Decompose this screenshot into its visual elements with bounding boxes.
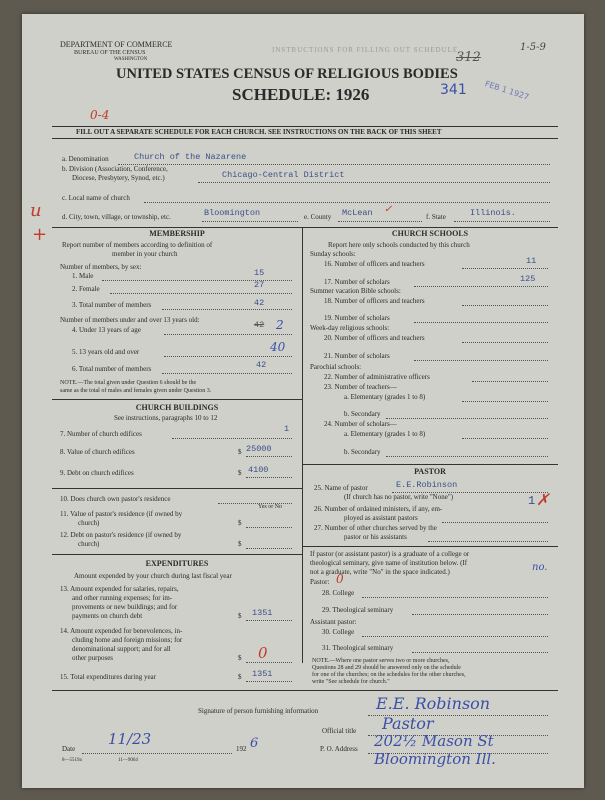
margin-mark-u: u: [30, 200, 42, 221]
q23b-label: b. Secondary: [344, 410, 381, 418]
division-value: Chicago-Central District: [222, 170, 345, 180]
q15-dollar: $: [238, 673, 242, 681]
pastor-note-4: write "See schedule for church.": [312, 679, 390, 685]
q13-dollar: $: [238, 612, 242, 620]
red-mark: 0-4: [90, 108, 110, 122]
q8-value: 25000: [246, 444, 272, 454]
bureau-label: BUREAU OF THE CENSUS: [74, 50, 146, 56]
signature-value: E.E. Robinson: [376, 694, 491, 713]
date-value: 11/23: [108, 730, 152, 748]
q14-label-3: denominational support; and for all: [72, 645, 171, 653]
q25-label: 25. Name of pastor: [314, 484, 368, 492]
q5-value: 40: [270, 340, 286, 354]
pastor-note: NOTE.—Where one pastor serves two or more churches,: [312, 658, 450, 664]
q19-label: 19. Number of scholars: [324, 314, 390, 322]
q6-label: 6. Total number of members: [72, 365, 152, 373]
q3-label: 3. Total number of members: [72, 301, 152, 309]
q4-struck-value: 42: [254, 320, 265, 330]
q10-label: 10. Does church own pastor's residence: [60, 495, 171, 503]
q16-label: 16. Number of officers and teachers: [324, 260, 425, 268]
q27-label: 27. Number of other churches served by the: [314, 524, 437, 532]
denomination-label: a. Denomination: [62, 155, 109, 163]
membership-title: MEMBERSHIP: [149, 229, 205, 238]
schools-title: CHURCH SCHOOLS: [391, 229, 469, 238]
members-by-sex-label: Number of members, by sex:: [60, 263, 142, 271]
q27-label-2: pastor or his assistants: [344, 533, 407, 541]
q15-label: 15. Total expenditures during year: [60, 673, 156, 681]
schedule-title: SCHEDULE: 1926: [232, 85, 370, 104]
q20-label: 20. Number of officers and teachers: [324, 334, 425, 342]
q31-label: 31. Theological seminary: [322, 644, 394, 652]
state-value: Illinois.: [470, 208, 516, 218]
q13-label-4: payments on church debt: [72, 612, 143, 620]
print-number: 11—9064: [118, 758, 138, 763]
q14-label-2: cluding home and foreign missions; for: [72, 636, 183, 644]
q24-label: 24. Number of scholars—: [324, 420, 397, 428]
q25-value: E.E.Robinson: [396, 480, 458, 490]
county-label: e. County: [304, 213, 332, 221]
membership-intro: Report number of members according to definition of: [62, 241, 213, 249]
expenditures-subtitle: Amount expended by your church during last fiscal year: [74, 572, 232, 580]
expenditures-title: EXPENDITURES: [145, 559, 209, 568]
department-label: DEPARTMENT OF COMMERCE: [60, 40, 173, 49]
received-date-stamp: FEB 1 1927: [483, 79, 530, 102]
q1-value: 15: [254, 268, 265, 278]
q13-label: 13. Amount expended for salaries, repairs,: [60, 585, 179, 593]
q29-label: 29. Theological seminary: [322, 606, 394, 614]
q4-value: 2: [276, 318, 284, 332]
margin-mark-plus: +: [32, 224, 48, 245]
membership-note: NOTE.—The total given under Question 6 should be the: [60, 380, 197, 386]
q16-value: 11: [526, 256, 537, 266]
graduate-no: no.: [532, 562, 548, 573]
corner-note: 1-5-9: [520, 42, 546, 53]
date-label: Date: [62, 745, 76, 753]
q26-value: 1: [528, 494, 536, 508]
q14-dollar: $: [238, 654, 242, 662]
q26-label-2: ployed as assistant pastors: [344, 514, 418, 522]
q9-value: 4100: [248, 465, 269, 475]
year-digit: 6: [250, 736, 259, 751]
summer-schools-label: Summer vacation Bible schools:: [310, 287, 401, 295]
q13-label-2: and other running expenses; for im-: [72, 594, 173, 602]
pastor-title: PASTOR: [414, 467, 446, 476]
q22-label: 22. Number of administrative officers: [324, 373, 430, 381]
q7-label: 7. Number of church edifices: [60, 430, 142, 438]
form-title: UNITED STATES CENSUS OF RELIGIOUS BODIES: [116, 66, 458, 82]
q28-label: 28. College: [322, 589, 355, 597]
parochial-schools-label: Parochial schools:: [310, 363, 362, 371]
signature-label: Signature of person furnishing information: [198, 707, 319, 715]
weekday-schools-label: Week-day religious schools:: [310, 324, 390, 332]
q23-label: 23. Number of teachers—: [324, 383, 397, 391]
membership-note-2: same as the total of males and females given under Question 3.: [60, 388, 212, 394]
q24b-label: b. Secondary: [344, 448, 381, 456]
address-label: P. O. Address: [320, 745, 358, 753]
q26-red-strike: ✗: [536, 490, 550, 509]
q15-value: 1351: [252, 669, 273, 679]
stamp-number: 341: [440, 82, 467, 98]
q13-label-3: provements or new buildings; and for: [72, 603, 178, 611]
q17-value: 125: [520, 274, 536, 284]
denomination-value: Church of the Nazarene: [134, 152, 247, 162]
address-line-2: Bloomington Ill.: [374, 750, 496, 768]
q11-label-2: church): [78, 519, 100, 527]
q11-label: 11. Value of pastor's residence (if owned by: [60, 510, 183, 518]
state-label: f. State: [426, 213, 446, 221]
city-label: d. City, town, village, or township, etc.: [62, 213, 171, 221]
pastor-note-3: for one of the churches; on the schedules for the other churches,: [312, 672, 466, 678]
pastor-note-2: Questions 28 and 29 should be answered only on the schedule: [312, 665, 461, 671]
stamp-number-struck: 312: [456, 50, 481, 65]
q30-label: 30. College: [322, 628, 355, 636]
q12-label: 12. Debt on pastor's residence (if owned by: [60, 531, 182, 539]
year-prefix: 192: [236, 745, 247, 753]
q1-label: 1. Male: [72, 272, 94, 280]
q18-label: 18. Number of officers and teachers: [324, 297, 425, 305]
q2-value: 27: [254, 280, 265, 290]
q14-label: 14. Amount expended for benevolences, in-: [60, 627, 183, 635]
q23a-label: a. Elementary (grades 1 to 8): [344, 393, 426, 401]
schools-intro: Report here only schools conducted by this church: [328, 241, 470, 249]
city-label: WASHINGTON: [114, 57, 148, 62]
q6-value: 42: [256, 360, 267, 370]
local-name-label: c. Local name of church: [62, 194, 130, 202]
county-tick: ✓: [384, 204, 393, 215]
census-schedule-sheet: [22, 14, 584, 788]
q5-label: 5. 13 years old and over: [72, 348, 140, 356]
division-label: b. Division (Association, Conference,: [62, 165, 168, 173]
buildings-title: CHURCH BUILDINGS: [135, 403, 219, 412]
q12-dollar: $: [238, 540, 242, 548]
q8-label: 8. Value of church edifices: [60, 448, 135, 456]
graduate-instruction: If pastor (or assistant pastor) is a graduate of a college or: [310, 550, 470, 558]
address-line-1: 202½ Mason St: [374, 732, 494, 750]
pastor-grad-value: 0: [336, 572, 344, 586]
division-label-2: Diocese, Presbytery, Synod, etc.): [72, 174, 165, 182]
members-by-age-label: Number of members under and over 13 years old:: [60, 316, 200, 324]
q4-label: 4. Under 13 years of age: [72, 326, 141, 334]
membership-intro-2: member in your church: [112, 250, 178, 258]
pastor-subheading: Pastor:: [310, 578, 330, 586]
q13-value: 1351: [252, 608, 273, 618]
q9-label: 9. Debt on church edifices: [60, 469, 134, 477]
city-value: Bloomington: [204, 208, 261, 218]
yes-no-hint: Yes or No: [258, 504, 283, 510]
buildings-subtitle: See instructions, paragraphs 10 to 12: [114, 414, 218, 422]
form-number: 8—5519a: [62, 758, 82, 763]
graduate-instruction-2: theological seminary, give name of institution below. (If: [310, 559, 468, 567]
sunday-schools-label: Sunday schools:: [310, 250, 356, 258]
assistant-pastor-subheading: Assistant pastor:: [310, 618, 357, 626]
q7-value: 1: [284, 424, 290, 434]
graduate-instruction-3: not a graduate, write "No" in the space indicated.): [310, 568, 450, 576]
background-bleed-text: INSTRUCTIONS FOR FILLING OUT SCHEDULE: [272, 46, 459, 54]
q17-label: 17. Number of scholars: [324, 278, 390, 286]
official-title-value: Pastor: [382, 714, 434, 733]
official-title-label: Official title: [322, 727, 357, 735]
q24a-label: a. Elementary (grades 1 to 8): [344, 430, 426, 438]
q8-dollar: $: [238, 448, 242, 456]
q14-value: 0: [258, 644, 268, 662]
q2-label: 2. Female: [72, 285, 100, 293]
county-value: McLean: [342, 208, 373, 218]
q14-label-4: other purposes: [72, 654, 114, 662]
q3-value: 42: [254, 298, 265, 308]
q21-label: 21. Number of scholars: [324, 352, 390, 360]
q26-label: 26. Number of ordained ministers, if any, em-: [314, 505, 443, 513]
schedule-instruction: FILL OUT A SEPARATE SCHEDULE FOR EACH CHURCH. SEE INSTRUCTIONS ON THE BACK OF THIS SHEET: [76, 128, 442, 136]
q9-dollar: $: [238, 469, 242, 477]
q25-hint: (If church has no pastor, write "None"): [344, 493, 454, 501]
q12-label-2: church): [78, 540, 100, 548]
q11-dollar: $: [238, 519, 242, 527]
